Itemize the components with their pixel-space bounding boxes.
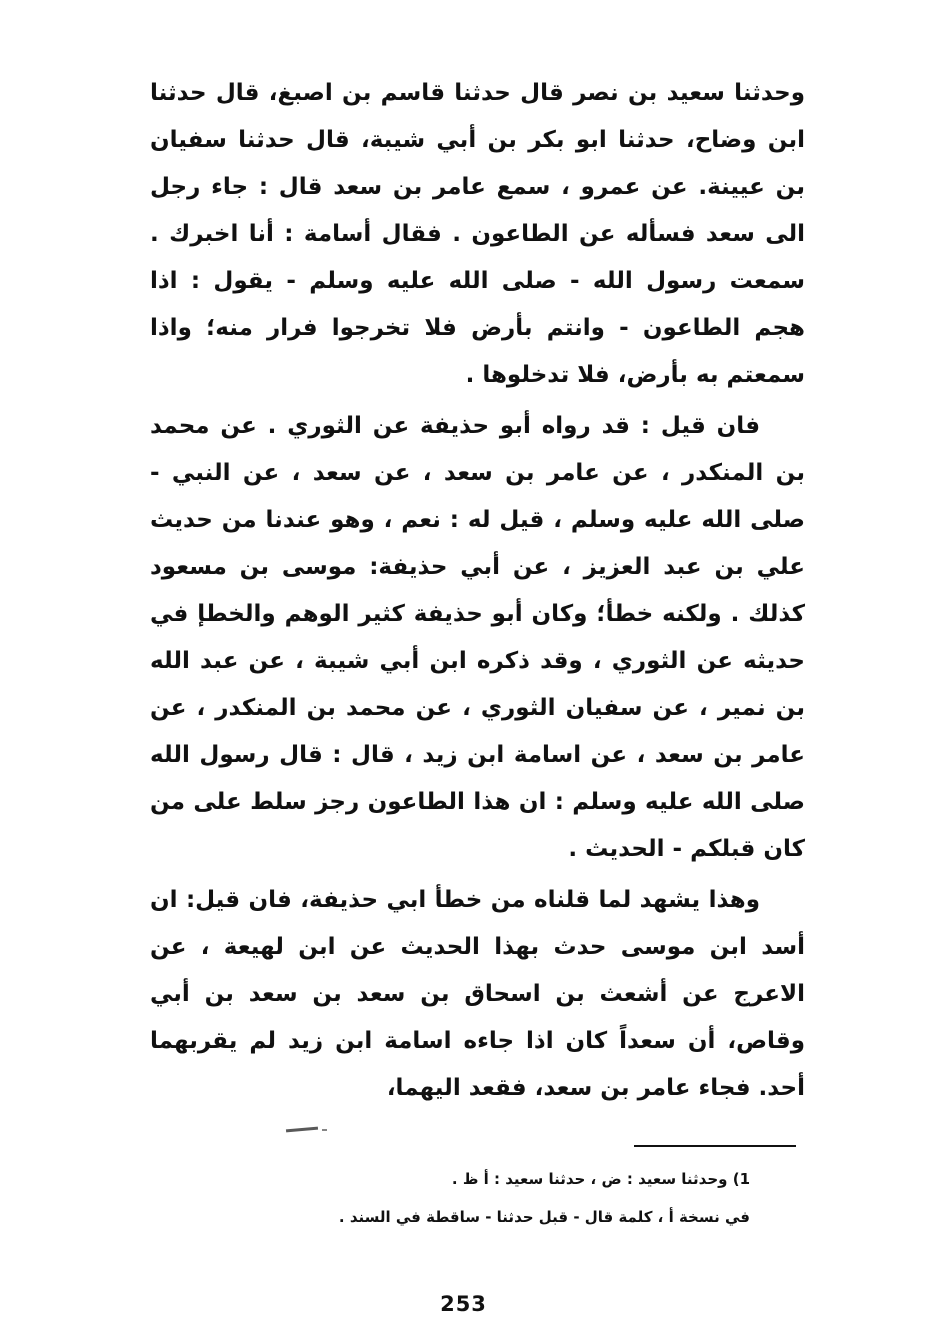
footnote-1: 1) وحدثنا سعيد : ض ، حدثنا سعيد : أ ظ . — [451, 1170, 750, 1188]
footnote-separator — [634, 1145, 796, 1147]
paragraph-1: وحدثنا سعيد بن نصر قال حدثنا قاسم بن اصبغ، قال حدثنا ابن وضاح، حدثنا ابو بكر بن أبي شيبة، قال حدثنا سفيان بن عيينة. عن عمرو ، سمع عامر بن سعد قال : جاء رجل الى سعد فسأله عن الطاعون . فقال أسامة : أنا اخبرك . سمعت رسول الله - صلى الله عليه وسلم - يقول : اذا هجم الطاعون - وانتم بأرض فلا تخرجوا فرار منه؛ واذا سمعتم به بأرض، فلا تدخلوها . — [150, 80, 805, 388]
footnotes — [250, 1160, 750, 1236]
stray-ink-mark — [286, 1127, 318, 1133]
footnote-2: في نسخة أ ، كلمة قال - قبل حدثنا - ساقطة في السند . — [338, 1208, 750, 1226]
paragraph-3: وهذا يشهد لما قلناه من خطأ ابي حذيفة، فان قيل: ان أسد ابن موسى حدث بهذا الحديث عن ابن لهيعة ، عن الاعرج عن أشعث بن اسحاق بن سعد بن سعد بن أبي وقاص، أن سعداً كان اذا جاءه اسامة ابن زيد لم يقربهما أحد. فجاء عامر بن سعد، فقعد اليهما، — [150, 887, 805, 1101]
page-number: 253 — [440, 1292, 487, 1316]
paragraph-2: فان قيل : قد رواه أبو حذيفة عن الثوري . عن محمد بن المنكدر ، عن عامر بن سعد ، عن سعد ، عن النبي - صلى الله عليه وسلم ، قيل له : نعم ، وهو عندنا من حديث علي بن عبد العزيز ، عن أبي حذيفة: موسى بن مسعود كذلك . ولكنه خطأ؛ وكان أبو حذيفة كثير الوهم والخطإ في حديثه عن الثوري ، وقد ذكره ابن أبي شيبة ، عن عبد الله بن نمير ، عن سفيان الثوري ، عن محمد بن المنكدر ، عن عامر بن سعد ، عن اسامة ابن زيد ، قال : قال رسول الله صلى الله عليه وسلم : ان هذا الطاعون رجز سلط على من كان قبلكم - الحديث . — [150, 413, 805, 862]
stray-ink-dot — [322, 1129, 327, 1131]
main-text — [150, 70, 805, 1112]
